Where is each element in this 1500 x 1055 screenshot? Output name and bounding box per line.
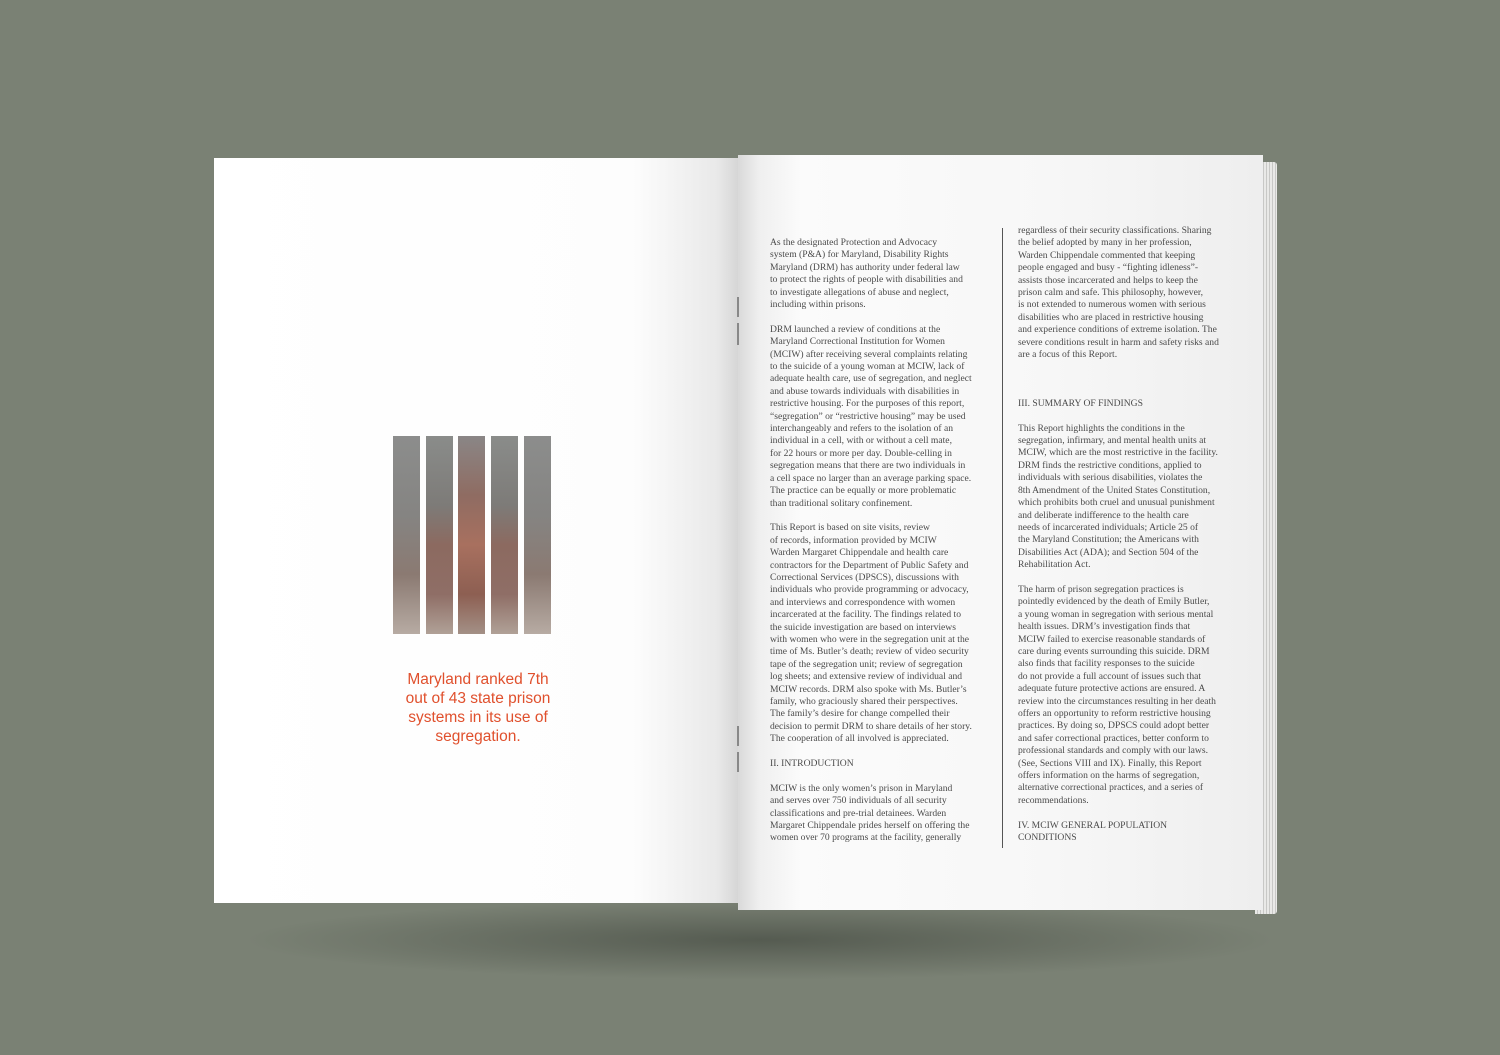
- bar-3: [458, 436, 485, 634]
- bar-2: [426, 436, 453, 634]
- body-paragraph: MCIW is the only women’s prison in Maryland and serves over 750 individuals of all security classifications and pre-trial detainees. Warden Margaret Chippendale prides herself on offering the women over 70 programs at the facility, generally: [770, 782, 970, 844]
- prison-bars-image: [393, 436, 551, 634]
- text-column-1: [770, 237, 988, 857]
- bar-4: [491, 436, 518, 634]
- body-paragraph: regardless of their security classifications. Sharing the belief adopted by many in her profession, Warden Chippendale commented that keeping people engaged and busy - “fighting idleness”- assists those incarcerated and helps to keep the prison calm and safe. This philosophy, however, is not extended to numerous women with serious disabilities who are placed in restrictive housing and experience conditions of extreme isolation. The severe conditions result in harm and safety risks and are a focus of this Report.: [1018, 225, 1219, 361]
- book-shadow: [240, 900, 1280, 980]
- body-paragraph: As the designated Protection and Advocacy system (P&A) for Maryland, Disability Rights Maryland (DRM) has authority under federal law to protect the rights of people with disabilities and to investigate allegations of abuse and neglect, including within prisons.: [770, 237, 963, 311]
- pull-quote: Maryland ranked 7th out of 43 state prison systems in its use of segregation.: [405, 671, 551, 745]
- body-paragraph: DRM launched a review of conditions at the Maryland Correctional Institution for Women (MCIW) after receiving several complaints relating to the suicide of a young woman at MCIW, lack of adequate health care, use of segregation, and neglect and abuse towards individuals with disabilities in restrictive housing. For the purposes of this report, “segregation” or “restrictive housing” may be used interchangeably and refers to the isolation of an individual in a cell, with or without a cell mate, for 22 hours or more per day. Double-celling in segregation means that there are two individuals in a cell space no larger than an average parking space. The practice can be equally or more problematic than traditional solitary confinement.: [770, 323, 972, 509]
- body-paragraph: The harm of prison segregation practices is pointedly evidenced by the death of Emily Butler, a young woman in segregation with serious mental health issues. DRM’s investigation finds that MCIW failed to exercise reasonable standards of care during events surrounding this suicide. DRM also finds that facility responses to the suicide do not provide a full account of issues such that adequate future protective actions are ensured. A review into the circumstances resulting in her death offers an opportunity to reform restrictive housing practices. By doing so, DPSCS could adopt better and safer correctional practices, better conform to professional standards and comply with our laws. (See, Sections VIII and IX). Finally, this Report offers information on the harms of segregation, alternative correctional practices, and a series of recommendations.: [1018, 583, 1216, 806]
- column-divider: [1002, 228, 1003, 848]
- body-paragraph: This Report is based on site visits, review of records, information provided by MCIW Warden Margaret Chippendale and health care contractors for the Department of Public Safety and Correctional Services (DPSCS), discussions with individuals who provide programming or advocacy, and interviews and correspondence with women incarcerated at the facility. The findings related to the suicide investigation are based on interviews with women who were in the segregation unit at the time of Ms. Butler’s death; review of video security tape of the segregation unit; review of segregation log sheets; and extensive review of individual and MCIW records. DRM also spoke with Ms. Butler’s family, who graciously shared their perspectives. The family’s desire for change compelled their decision to permit DRM to share details of her story. The cooperation of all involved is appreciated.: [770, 522, 972, 745]
- bar-5: [524, 436, 551, 634]
- section-heading: III. SUMMARY OF FINDINGS: [1018, 397, 1143, 409]
- body-paragraph: This Report highlights the conditions in the segregation, infirmary, and mental health units at MCIW, which are the most restrictive in the facility. DRM finds the restrictive conditions, applied to individuals with serious disabilities, violates the 8th Amendment of the United States Constitution, which prohibits both cruel and unusual punishment and deliberate indifference to the health care needs of incarcerated individuals; Article 25 of the Maryland Constitution; the Americans with Disabilities Act (ADA); and Section 504 of the Rehabilitation Act.: [1018, 422, 1218, 571]
- bar-1: [393, 436, 420, 634]
- paragraph-spacer: [1018, 374, 1236, 398]
- section-heading: II. INTRODUCTION: [770, 758, 854, 770]
- text-column-2: [1018, 225, 1236, 857]
- section-heading: IV. MCIW GENERAL POPULATION CONDITIONS: [1018, 819, 1168, 844]
